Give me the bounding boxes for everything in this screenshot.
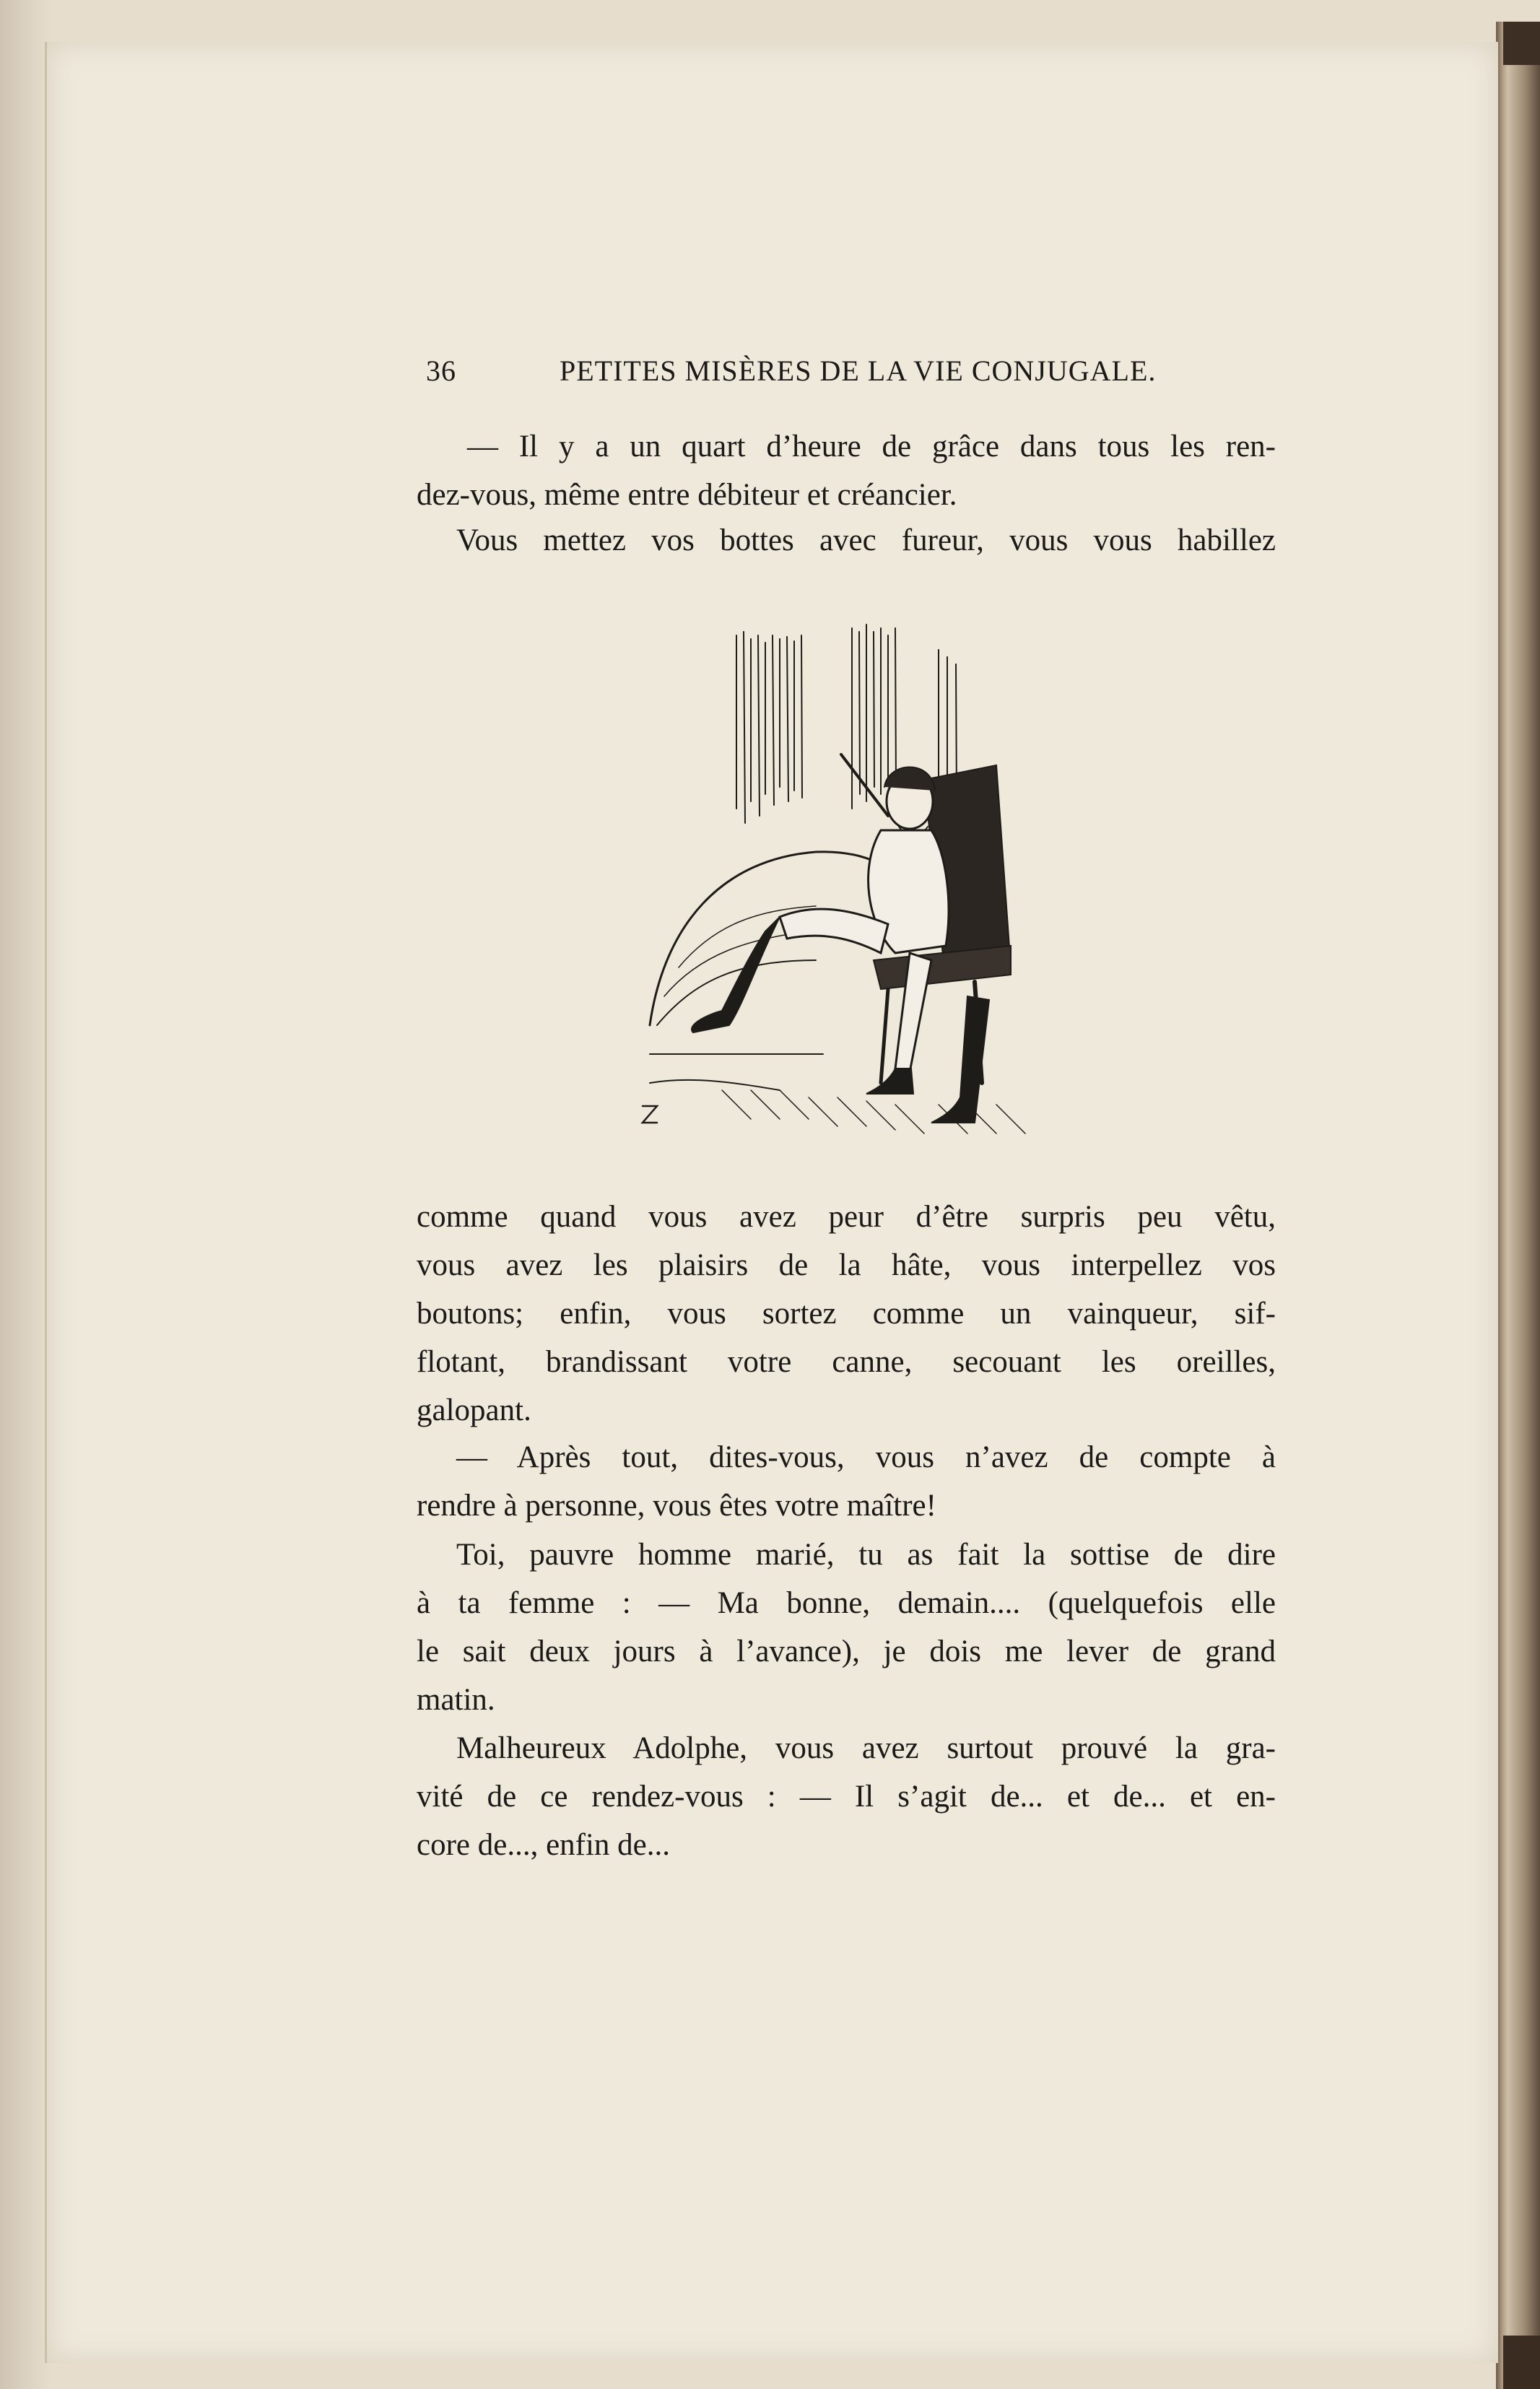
paragraph [417,1433,1276,1530]
paragraph [417,516,1276,565]
text-line: rendre à personne, vous êtes votre maître! [417,1489,936,1523]
paragraph [417,1724,1276,1869]
text-line: — Après tout, dites-vous, vous n’avez de compte à [456,1440,1276,1474]
text-line: galopant. [417,1393,531,1427]
book-corner-bottom [1503,2336,1540,2389]
book-corner-top [1503,22,1540,65]
text-line: Toi, pauvre homme marié, tu as fait la sottise de dire [456,1538,1276,1572]
paragraph [417,1193,1276,1435]
text-line: Vous mettez vos bottes avec fureur, vous vous habillez [456,523,1276,557]
text-line: — Il y a un quart d’heure de grâce dans tous les ren- [467,430,1276,464]
running-title: PETITES MISÈRES DE LA VIE CONJUGALE. [560,354,1157,387]
text-line: matin. [417,1683,495,1717]
text-line: dez-vous, même entre débiteur et créancier. [417,478,957,512]
text-line: Malheureux Adolphe, vous avez surtout prouvé la gra- [456,1731,1276,1765]
paragraph [417,1531,1276,1724]
text-line: vous avez les plaisirs de la hâte, vous interpellez vos [417,1248,1276,1282]
page-header [426,354,1162,397]
book-edge [1496,22,1540,2389]
engraving-man-putting-on-boots-icon [635,621,1040,1141]
text-line: comme quand vous avez peur d’être surpris peu vêtu, [417,1200,1276,1234]
paragraph [417,422,1276,519]
text-line: à ta femme : — Ma bonne, demain.... (quelquefois elle [417,1586,1276,1620]
text-line: core de..., enfin de... [417,1828,671,1862]
text-line: flotant, brandissant votre canne, secouant les oreilles, [417,1345,1276,1379]
text-line: le sait deux jours à l’avance), je dois me lever de grand [417,1635,1276,1668]
text-line: vité de ce rendez-vous : — Il s’agit de... et de... et en- [417,1780,1276,1814]
page-number: 36 [426,354,456,387]
text-line: boutons; enfin, vous sortez comme un vainqueur, sif- [417,1297,1276,1331]
